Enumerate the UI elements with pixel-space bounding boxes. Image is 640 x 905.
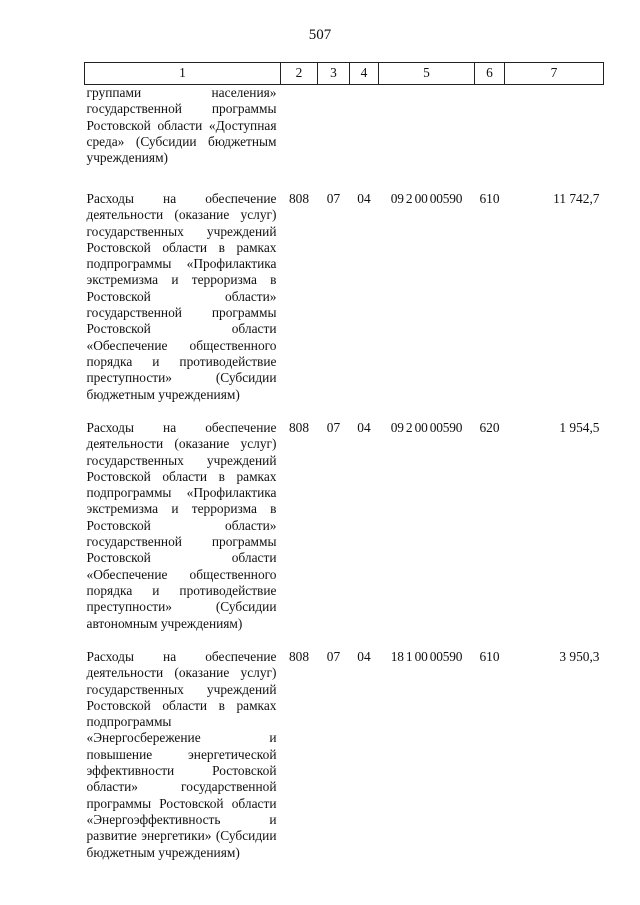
row-ministry-code: 808 [288,191,310,206]
row-expense-type: 610 [479,649,500,664]
column-header-6: 6 [475,63,505,85]
row-description: Расходы на обеспечение деятельности (оказание услуг) государственных учреждений Ростовской области в рамках подпрограммы «Профилактика экстремизма и терроризма в Ростовской области» государственной программы Ростовской области «Обеспечение общественного порядка и противодействие преступности» (Субсидии автономным учреждениям) [86,420,277,631]
row-section [318,85,350,190]
row-expense-type [475,85,505,190]
row-description: Расходы на обеспечение деятельности (оказание услуг) государственных учреждений Ростовской области в рамках подпрограммы «Энергосбережение и повышение энергетической эффективности Ростовской области» государственной программы Ростовской области «Энергоэффективность и развитие энергетики» (Субсидии бюджетным учреждениям) [86,649,277,860]
row-ministry-code [281,85,318,190]
row-section: 07 [326,649,341,664]
row-description: группами населения» государственной программы Ростовской области «Доступная среда» (Субсидии бюджетным учреждениям) [86,85,277,166]
row-target-article: 18 1 00 00590 [390,649,463,664]
row-section: 07 [326,420,341,435]
row-expense-type: 610 [479,191,500,206]
row-target-article: 09 2 00 00590 [390,191,463,206]
row-section: 07 [326,191,341,206]
column-header-1: 1 [85,63,281,85]
row-amount: 1 954,5 [559,420,600,435]
row-amount: 3 950,3 [559,649,600,664]
row-ministry-code: 808 [288,649,310,664]
table-header-row [85,63,604,85]
budget-table [84,62,604,861]
column-header-5: 5 [379,63,475,85]
column-header-2: 2 [281,63,318,85]
row-subsection [350,85,379,190]
table-row [85,647,604,861]
row-target-article [379,85,475,190]
row-subsection: 04 [357,191,371,206]
column-header-4: 4 [350,63,379,85]
table-row [85,85,604,190]
row-ministry-code: 808 [288,420,310,435]
page-number: 507 [308,27,332,43]
row-amount: 11 742,7 [553,191,600,206]
column-header-3: 3 [318,63,350,85]
row-subsection: 04 [357,649,371,664]
row-expense-type: 620 [479,420,500,435]
row-subsection: 04 [357,420,371,435]
row-amount [505,85,604,190]
row-target-article: 09 2 00 00590 [390,420,463,435]
column-header-7: 7 [505,63,604,85]
table-row [85,418,604,647]
row-description: Расходы на обеспечение деятельности (оказание услуг) государственных учреждений Ростовской области в рамках подпрограммы «Профилактика экстремизма и терроризма в Ростовской области» государственной программы Ростовской области «Обеспечение общественного порядка и противодействие преступности» (Субсидии бюджетным учреждениям) [86,191,277,402]
table-row [85,189,604,418]
